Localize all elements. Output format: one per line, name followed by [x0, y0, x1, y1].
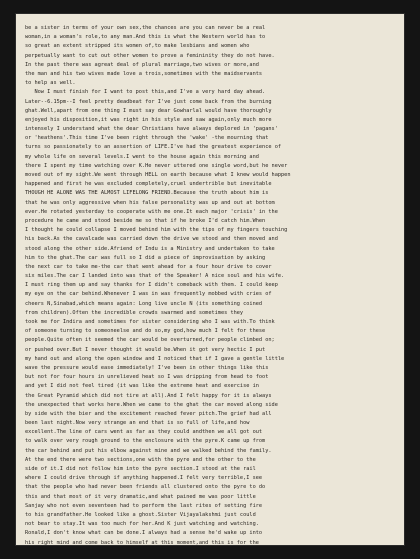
text-line: to help as well. — [25, 80, 76, 87]
text-line: wave the pressure would ease immediately! I've been in other things like this — [25, 364, 269, 371]
text-line: Sanjay who not even seventeen had to perform the last rites of setting fire — [25, 502, 263, 509]
typed-text-body — [25, 24, 397, 545]
text-line: not bear to stay.It was too much for her.And K just watching and watching. — [25, 521, 259, 528]
text-line: intensely I understand what the dear Christians have always deplored in 'pagans' — [25, 126, 278, 133]
text-line: Ronald,I don't know what can be done.I always had a sense he'd wake up into — [25, 530, 263, 537]
text-line: my hand out and along the open window and I noticed that if I gave a gentle little — [25, 355, 285, 362]
text-line: cheers N,Sinabad,which means again: Long live uncle N (its something coined — [25, 300, 263, 307]
text-line: In the past there was agreat deal of plural marriage,two wives or more,and — [25, 61, 259, 68]
text-line: or 'heathens'.This time I've been right through the 'wake' -the mourning that — [25, 135, 269, 142]
text-line: this and that most of it very dramatic,and what pained me was poor little — [25, 493, 256, 500]
text-line: people.Quite often it seemed the car would be overturned,for people climbed on; — [25, 337, 275, 344]
text-line: his back.As the cavalcade was carried down the drive we stood and then moved and — [25, 236, 278, 243]
text-line: turns so passionately to an assertion of LIFE.I've had the greatest experience of — [25, 144, 282, 151]
text-line: enjoyed his disposition,it was right in his style and saw again,only much more — [25, 116, 272, 123]
text-line: the unexpected that works here.When we came to the ghat the car moved along side — [25, 401, 278, 408]
text-line: ever.He rotated yesterday to cooperate with me one.It each major 'crisis' in the — [25, 208, 278, 215]
text-line: that he was only aggressive when his false personality was up and out at bottom — [25, 199, 275, 206]
text-line: the man and his two wives made love a trois,sometimes with the maidservants — [25, 70, 263, 77]
typewritten-page — [16, 14, 404, 545]
text-line: to walk over very rough ground to the enclosure with the pyre.K came up from — [25, 438, 266, 445]
text-line: THOUGH HE ALONE WAS THE ALMOST LIFELONG FRIEND.Because the truth about him is — [25, 190, 269, 197]
text-line: Later--6.15pm--I feel pretty deadbeat for I've just come back from the burning — [25, 98, 272, 105]
text-line: of someone turning to someoneelse and do so,my god,how much I felt for these — [25, 328, 266, 335]
text-line: my whole life on several levels.I went to the house again this morning and — [25, 153, 259, 160]
text-line: took me for Indira and sometimes for sister considering who I was with.To think — [25, 319, 275, 325]
text-line: I must ring them up and say thanks for I didn't comeback with them. I could keep — [25, 282, 278, 289]
text-line: him to the ghat.The car was full so I did a piece of improvisation by asking — [25, 254, 266, 261]
text-line: Now I must finish for I want to post this,and I've a very hard day ahead. — [25, 89, 266, 96]
text-line: happened and first he was excluded completely,cruel undertrible but inevitable — [25, 181, 272, 188]
text-line: by side with the bier and the excitement reached fever pitch.The grief had all — [25, 410, 272, 417]
text-line: from children).Often the incredible crowds swarmed and sometimes they — [25, 309, 244, 316]
text-line: there I spent my time watching over K.He never uttered one single word,but he never — [25, 162, 288, 169]
text-line: been last night.Now very strange an end that is so full of life,and how — [25, 420, 250, 427]
text-line: to his grandfather.He looked like a ghost.Sister Vijayalakshmi just could — [25, 511, 256, 518]
text-line: ghat.Well,apart from one thing I must say dear Gowharlal would have thoroughly — [25, 107, 272, 114]
text-line: At the end there were two sections,one with the pyre and the other to the — [25, 456, 256, 463]
text-line: his right mind and come back to himself at this moment,and this is for the — [25, 539, 259, 545]
text-line: stood along the other side.Afriend of Indu is a Ministry and undertaken to take — [25, 245, 275, 252]
text-line: woman,in a woman's role,to any man.And this is what the Western world has to — [25, 34, 266, 41]
text-line: so great an extent stripped its women of,to make lesbians and women who — [25, 43, 250, 50]
text-line: moved out of my sight.We went through HELL on earth because what I knew would happen — [25, 172, 291, 178]
text-line: side of it.I did not follow him into the pyre section.I stood at the rail — [25, 466, 256, 472]
text-line: I thought he could collapse I moved behind him with the tips of my fingers touching — [25, 227, 288, 234]
text-line: but not for four hours in unrelieved heat so I was dripping from head to foot — [25, 374, 269, 381]
text-line: the car behind and put his elbow against mine and we walked behind the family. — [25, 447, 272, 454]
text-line: six miles.The car I landed into was that of the Speaker! A nice soul and his wife. — [25, 273, 285, 280]
text-line: perpetually want to cut out other women to prove a femininity they do not have. — [25, 52, 275, 59]
text-line: the next car to take me-the car that went ahead for a four hour drive to cover — [25, 263, 272, 270]
text-line: excellent.The line of cars went as far as they could andthen we all got out — [25, 429, 263, 436]
text-line: the Great Pyramid which did not tire at all).And I felt happy for it is always — [25, 392, 272, 399]
text-line: be a sister in terms of your own sex,the chances are you can never be a real — [25, 25, 266, 31]
text-line: or pushed over.But I never thought it would be.When it got very hectic I put — [25, 346, 266, 353]
text-line: my eye on the car behind.Whenever I was in was frequently mobbed with cries of — [25, 291, 272, 298]
text-line: that the people who had never been friends all clustered onto the pyre to do — [25, 484, 266, 491]
text-line: and yet I did not feel tired (it was like the extreme heat and exercise in — [25, 383, 259, 390]
text-line: procedure he came and stood beside me so that if he broke I'd catch him.When — [25, 217, 266, 224]
text-line: where I could drive through if anything happened.I felt very terrible,I see — [25, 475, 263, 482]
